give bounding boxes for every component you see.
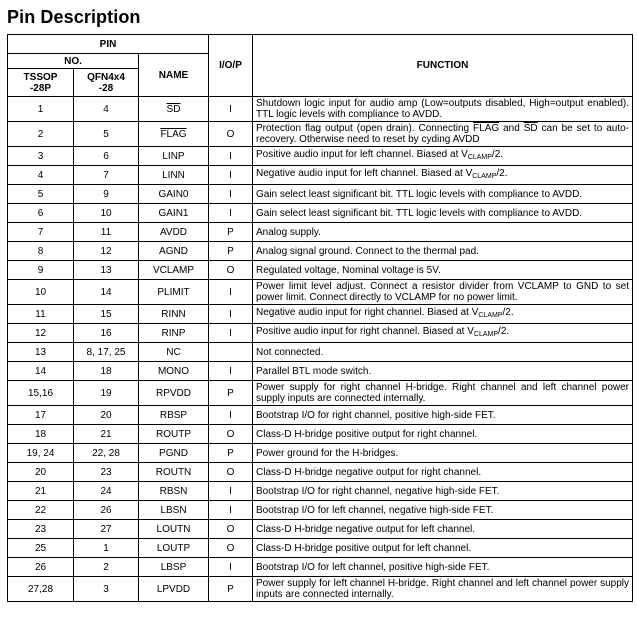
pin-name-cell [139,362,209,381]
pin-name: RBSP [159,409,188,421]
function-cell [253,324,633,343]
qfn-pin-cell: 6 [74,147,139,166]
function-cell: Shutdown logic input for audio amp (Low=outputs disabled, High=output enabled). TTL logic levels with compliance to AVDD. [253,97,633,122]
table-row [8,324,633,343]
table-row [8,558,633,577]
qfn-pin-cell: 13 [74,261,139,280]
tssop-pin-cell: 15,16 [8,381,74,406]
pin-name: GAIN1 [158,207,189,219]
tssop-pin-cell: 9 [8,261,74,280]
pin-description-table [7,34,633,602]
pin-name: RPVDD [155,387,191,399]
qfn-pin-cell: 21 [74,425,139,444]
pin-name: AVDD [159,226,188,238]
io-type-cell: O [209,425,253,444]
qfn-pin-cell: 3 [74,577,139,602]
tssop-pin-cell: 20 [8,463,74,482]
function-cell: Class-D H-bridge negative output for left channel. [253,520,633,539]
pin-name: LPVDD [156,583,191,595]
function-cell: Bootstrap I/O for left channel, negative high-side FET. [253,501,633,520]
qfn-pin-cell: 18 [74,362,139,381]
table-row [8,362,633,381]
tssop-pin-cell: 14 [8,362,74,381]
tssop-pin-cell: 22 [8,501,74,520]
tssop-header: TSSOP -28P [8,69,74,97]
io-type-cell: O [209,539,253,558]
io-type-cell: O [209,463,253,482]
function-cell: Class-D H-bridge positive output for right channel. [253,425,633,444]
io-type-cell: I [209,280,253,305]
function-cell [253,147,633,166]
table-row [8,223,633,242]
pin-name: ROUTP [156,428,191,440]
qfn-header: QFN4x4 -28 [74,69,139,97]
tssop-pin-cell: 18 [8,425,74,444]
tssop-pin-cell: 4 [8,166,74,185]
function-cell: Gain select least significant bit. TTL logic levels with compliance to AVDD. [253,185,633,204]
pin-name-cell [139,425,209,444]
tssop-pin-cell: 7 [8,223,74,242]
pin-name: GAIN0 [158,188,189,200]
io-type-cell: P [209,444,253,463]
qfn-pin-cell: 19 [74,381,139,406]
pin-name: ROUTN [155,466,192,478]
io-type-cell: I [209,305,253,324]
pin-name-cell [139,147,209,166]
function-text: Positive audio input for left channel. Biased at V [256,149,468,160]
function-text: Negative audio input for right channel. Biased at V [256,307,479,318]
pin-name: RINP [161,327,186,339]
pin-name-cell [139,122,209,147]
tssop-pin-cell: 2 [8,122,74,147]
tssop-pin-cell: 27,28 [8,577,74,602]
pin-name-cell [139,223,209,242]
pin-name-cell [139,577,209,602]
function-cell: Gain select least significant bit. TTL logic levels with compliance to AVDD. [253,204,633,223]
table-row [8,444,633,463]
function-text: /2. [491,149,504,160]
function-cell: Analog supply. [253,223,633,242]
pin-name: MONO [157,365,190,377]
tssop-pin-cell: 26 [8,558,74,577]
function-text: Negative audio input for left channel. Biased at V [256,168,473,179]
pin-name-cell [139,261,209,280]
pin-group-header: PIN [8,35,209,54]
table-row [8,97,633,122]
pin-name: RINN [161,308,186,320]
pin-name-cell [139,185,209,204]
table-row [8,185,633,204]
qfn-pin-cell: 15 [74,305,139,324]
function-cell: Class-D H-bridge positive output for left channel. [253,539,633,558]
function-cell [253,166,633,185]
io-type-cell: I [209,558,253,577]
tssop-pin-cell: 1 [8,97,74,122]
function-cell: Bootstrap I/O for right channel, negative high-side FET. [253,482,633,501]
qfn-pin-cell: 7 [74,166,139,185]
tssop-pin-cell: 17 [8,406,74,425]
qfn-pin-cell: 4 [74,97,139,122]
qfn-pin-cell: 2 [74,558,139,577]
table-row [8,305,633,324]
table-row [8,539,633,558]
table-row [8,147,633,166]
tssop-pin-cell: 6 [8,204,74,223]
pin-name: PGND [159,447,188,459]
pin-name: $\overline{SD}$ [166,103,181,115]
io-type-cell: P [209,577,253,602]
io-type-cell: I [209,185,253,204]
io-type-cell: I [209,406,253,425]
pin-name-cell [139,166,209,185]
qfn-pin-cell: 22, 28 [74,444,139,463]
pin-name: LBSN [160,504,187,516]
tssop-pin-cell: 19, 24 [8,444,74,463]
pin-name-cell [139,539,209,558]
pin-name: FLAG [160,128,187,140]
io-type-cell: I [209,501,253,520]
table-row [8,381,633,406]
pin-name: LOUTP [156,542,191,554]
overline-signal: FLAG [473,123,500,134]
subscript-text: CLAMP [478,312,503,319]
function-text: can be set to auto-recovery. Otherwise need to reset by cyding AVDD [256,123,629,145]
pin-name: LINP [162,150,185,162]
section-title: Pin Description [7,7,141,27]
qfn-pin-cell: 16 [74,324,139,343]
overline-signal: $\overline{SD}$ [523,123,538,134]
table-row [8,501,633,520]
pin-name: LBSP [160,561,187,573]
function-text: Protection flag output (open drain). Connecting [256,123,474,134]
table-row [8,166,633,185]
pin-name-cell [139,406,209,425]
table-row [8,343,633,362]
function-header: FUNCTION [253,35,633,97]
pin-name: LOUTN [156,523,191,535]
qfn-pin-cell: 11 [74,223,139,242]
function-cell: Regulated voltage, Nominal voltage is 5V. [253,261,633,280]
qfn-pin-cell: 5 [74,122,139,147]
tssop-pin-cell: 21 [8,482,74,501]
pin-name-cell [139,482,209,501]
pin-name-cell [139,242,209,261]
qfn-pin-cell: 8, 17, 25 [74,343,139,362]
io-type-cell: I [209,147,253,166]
io-type-cell: I [209,204,253,223]
function-text: /2. [502,307,514,318]
tssop-pin-cell: 23 [8,520,74,539]
pin-name: NC [166,346,181,358]
table-row [8,425,633,444]
function-cell: Bootstrap I/O for left channel, positive high-side FET. [253,558,633,577]
table-row [8,204,633,223]
function-cell: Power ground for the H-bridges. [253,444,633,463]
function-cell: Power supply for right channel H-bridge. Right channel and left channel power supply inputs are connected internally. [253,381,633,406]
pin-rows [8,97,633,602]
tssop-pin-cell: 10 [8,280,74,305]
io-type-cell: I [209,482,253,501]
function-cell [253,122,633,147]
io-type-cell: O [209,122,253,147]
io-type-cell: P [209,242,253,261]
qfn-pin-cell: 20 [74,406,139,425]
function-cell: Analog signal ground. Connect to the thermal pad. [253,242,633,261]
tssop-pin-cell: 25 [8,539,74,558]
pin-name-cell [139,381,209,406]
qfn-pin-cell: 14 [74,280,139,305]
table-row [8,463,633,482]
table-row [8,242,633,261]
pin-name-cell [139,463,209,482]
tssop-pin-cell: 13 [8,343,74,362]
subscript-text: CLAMP [472,173,497,180]
pin-name: PLIMIT [157,286,190,298]
function-text: and [499,123,524,134]
pin-name-cell [139,324,209,343]
pin-name-cell [139,501,209,520]
tssop-pin-cell: 11 [8,305,74,324]
pin-name-cell [139,97,209,122]
io-type-cell: P [209,381,253,406]
qfn-pin-cell: 23 [74,463,139,482]
subscript-text: CLAMP [473,331,499,338]
table-row [8,482,633,501]
table-row [8,261,633,280]
function-text: Positive audio input for right channel. Biased at V [256,326,474,337]
qfn-pin-cell: 1 [74,539,139,558]
pin-name: RBSN [159,485,188,497]
table-row [8,406,633,425]
pin-name-cell [139,280,209,305]
io-type-cell: P [209,223,253,242]
function-cell: Power limit level adjust. Connect a resistor divider from VCLAMP to GND to set power limit. Connect directly to VCLAMP for no power limit. [253,280,633,305]
io-type-cell: I [209,97,253,122]
pin-name-cell [139,343,209,362]
tssop-pin-cell: 3 [8,147,74,166]
function-cell: Parallel BTL mode switch. [253,362,633,381]
name-header: NAME [139,54,209,97]
table-row [8,280,633,305]
table-row [8,520,633,539]
qfn-pin-cell: 26 [74,501,139,520]
pin-name-cell [139,204,209,223]
tssop-pin-cell: 12 [8,324,74,343]
subscript-text: CLAMP [467,154,492,161]
tssop-pin-cell: 8 [8,242,74,261]
pin-name-cell [139,444,209,463]
io-type-cell [209,343,253,362]
tssop-pin-cell: 5 [8,185,74,204]
function-cell [253,305,633,324]
table-row [8,122,633,147]
pin-name-cell [139,520,209,539]
function-cell: Power supply for left channel H-bridge. Right channel and left channel power supply inputs are connected internally. [253,577,633,602]
pin-number-header: NO. [8,54,139,69]
qfn-pin-cell: 24 [74,482,139,501]
pin-name: AGND [159,245,188,257]
qfn-pin-cell: 9 [74,185,139,204]
io-header: I/O/P [209,35,253,97]
qfn-pin-cell: 12 [74,242,139,261]
pin-name-cell [139,558,209,577]
function-cell: Class-D H-bridge negative output for right channel. [253,463,633,482]
io-type-cell: I [209,362,253,381]
io-type-cell: O [209,520,253,539]
function-cell: Bootstrap I/O for right channel, positive high-side FET. [253,406,633,425]
pin-name-cell [139,305,209,324]
pin-name: VCLAMP [152,264,195,276]
qfn-pin-cell: 10 [74,204,139,223]
table-row [8,577,633,602]
function-text: /2. [498,326,510,337]
io-type-cell: I [209,324,253,343]
function-cell: Not connected. [253,343,633,362]
io-type-cell: I [209,166,253,185]
pin-name: LINN [162,169,185,181]
qfn-pin-cell: 27 [74,520,139,539]
io-type-cell: O [209,261,253,280]
function-text: /2. [496,168,508,179]
